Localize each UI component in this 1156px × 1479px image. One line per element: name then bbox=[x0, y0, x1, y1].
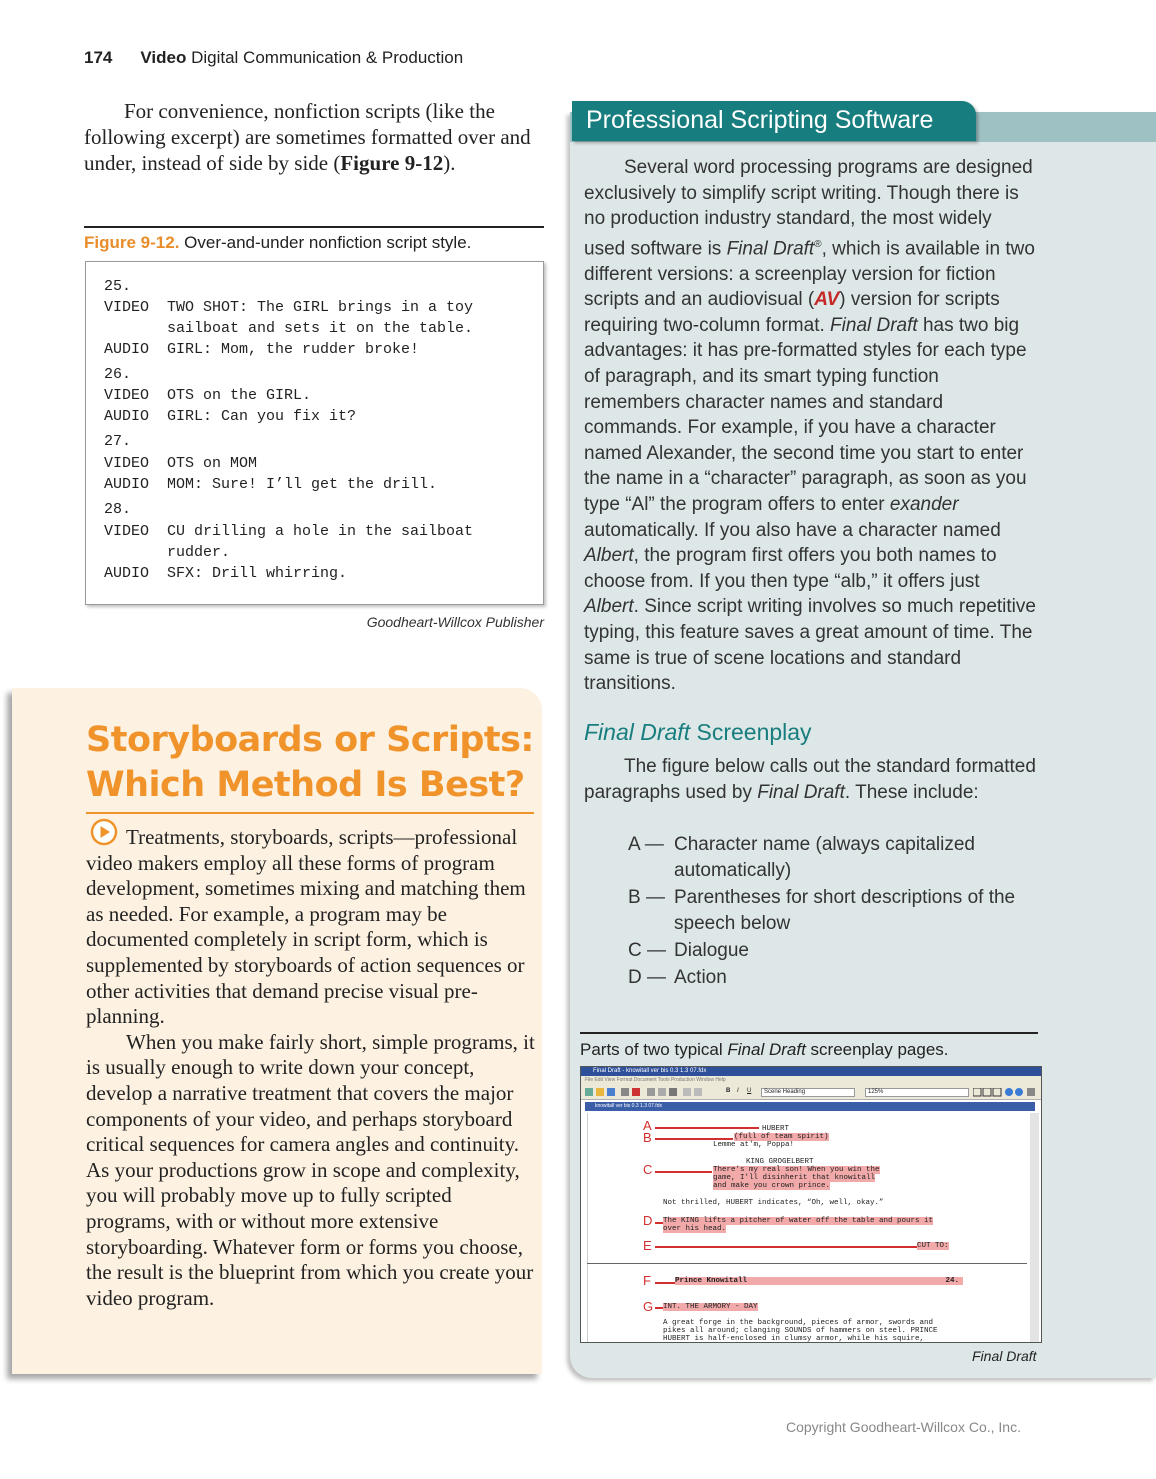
menu-bar: File Edit View Format Document Tools Production Window Help bbox=[581, 1076, 1041, 1085]
callout-line bbox=[655, 1282, 675, 1284]
figure2-rule bbox=[580, 1032, 1038, 1034]
zoom-select[interactable]: 125% bbox=[865, 1088, 969, 1097]
callout-label: B bbox=[643, 1130, 652, 1145]
bold-button[interactable]: B bbox=[726, 1088, 731, 1094]
script-line: sailboat and sets it on the table. bbox=[104, 320, 474, 337]
list-letter: A — bbox=[628, 834, 664, 855]
toolbar-icons bbox=[585, 1088, 720, 1097]
intro-figure-ref: Figure 9-12 bbox=[340, 151, 444, 175]
character-name: HUBERT bbox=[762, 1125, 790, 1133]
callout-line bbox=[655, 1127, 759, 1129]
fig2-caption-text: Parts of two typical bbox=[580, 1040, 728, 1059]
callout-line bbox=[655, 1307, 663, 1309]
p1-final-draft: Final Draft bbox=[726, 238, 815, 260]
copyright-footer: Copyright Goodheart-Willcox Co., Inc. bbox=[786, 1419, 1021, 1435]
script-line: AUDIO SFX: Drill whirring. bbox=[104, 565, 348, 582]
page-header-number: 24. bbox=[945, 1277, 959, 1285]
fig2-caption-italic: Final Draft bbox=[727, 1040, 806, 1059]
callout-label: C bbox=[643, 1162, 653, 1177]
toolbar bbox=[581, 1085, 1041, 1100]
script-line: 26. bbox=[104, 366, 132, 383]
storyboard-title-line2: Which Method Is Best? bbox=[86, 765, 525, 805]
header-line bbox=[675, 1277, 963, 1285]
figure-credit: Goodheart-Willcox Publisher bbox=[366, 614, 544, 630]
figure-label: Figure 9-12. bbox=[84, 233, 180, 252]
list-text: Character name (always capitalized automatically) bbox=[674, 834, 975, 881]
script-line: AUDIO GIRL: Can you fix it? bbox=[104, 408, 357, 425]
intro-text-a: For convenience, nonfiction scripts (like the following excerpt) are sometimes formatted over and under, instead of side by side ( bbox=[84, 99, 531, 175]
p1-av: AV bbox=[814, 289, 840, 311]
callout-label: E bbox=[643, 1238, 652, 1253]
script-line: 25. bbox=[104, 278, 132, 295]
list-item bbox=[628, 832, 1034, 884]
p1-text: ) version for scripts requiring two-column format. bbox=[584, 289, 1000, 336]
character-name: KING GROGELBERT bbox=[746, 1158, 814, 1166]
list-item bbox=[628, 965, 1034, 991]
list-text: Action bbox=[674, 967, 727, 988]
script-line: AUDIO GIRL: Mom, the rudder broke! bbox=[104, 341, 420, 358]
toolbar-right-icons bbox=[973, 1088, 1037, 1097]
script-line: AUDIO MOM: Sure! I’ll get the drill. bbox=[104, 476, 438, 493]
storyboard-title-line1: Storyboards or Scripts: bbox=[86, 720, 534, 760]
p1-albert: Albert bbox=[584, 596, 634, 618]
script-line: VIDEO OTS on MOM bbox=[104, 455, 258, 472]
p1-exander: exander bbox=[889, 494, 959, 516]
transition: CUT TO: bbox=[917, 1242, 949, 1250]
script-excerpt-box bbox=[85, 261, 544, 605]
feature-title: Professional Scripting Software bbox=[586, 106, 934, 134]
window-title: Final Draft - knowitall ver bis 0.3 1.3 07.fdx bbox=[593, 1068, 707, 1074]
storyboard-para2: When you make fairly short, simple programs, it is usually enough to write down your concept, develop a narrative treatment that covers the major components of your video, and perhaps storyboard critical sequences for camera angles and continuity. As your productions grow in scope and complexity, you will probably move up to fully scripted programs, with or without more extensive storyboarding. Whatever form or forms you choose, the result is the blueprint from which you create your video program. bbox=[86, 1029, 535, 1310]
p1-text: Several word processing programs are designed exclusively to simplify script writing. Though there is no production industry standard, the most widely used software is bbox=[584, 157, 1033, 260]
p2-text: The figure below calls out the standard formatted paragraphs used by bbox=[584, 756, 1036, 803]
list-letter: C — bbox=[628, 940, 666, 961]
figure2-credit: Final Draft bbox=[972, 1348, 1037, 1364]
window-titlebar bbox=[581, 1067, 1041, 1076]
style-select[interactable]: Scene Heading bbox=[761, 1088, 855, 1097]
subheading-rest: Screenplay bbox=[690, 719, 812, 745]
action-line: Not thrilled, HUBERT indicates, “Oh, well, okay.” bbox=[663, 1199, 884, 1207]
intro-paragraph bbox=[84, 98, 546, 176]
callout-line bbox=[655, 1222, 663, 1224]
script-line: rudder. bbox=[104, 544, 231, 561]
callout-line bbox=[655, 1246, 917, 1248]
document-titlebar bbox=[585, 1102, 1035, 1111]
p1-text: , the program first offers you both names to choose from. If you then type “alb,” it offers just bbox=[584, 545, 997, 592]
action-line: The KING lifts a pitcher of water off the table and pours it bbox=[663, 1217, 934, 1225]
dialogue-line: and make you crown prince. bbox=[713, 1182, 831, 1190]
list-letter: D — bbox=[628, 967, 666, 988]
callout-line bbox=[655, 1138, 733, 1140]
list-item bbox=[628, 885, 1034, 937]
scrollbar[interactable] bbox=[1030, 1113, 1039, 1343]
callout-label: F bbox=[643, 1273, 651, 1288]
feature-para2 bbox=[584, 754, 1036, 805]
p2-text: . These include: bbox=[844, 781, 979, 803]
p1-text: has two big advantages: it has pre-formatted styles for each type of paragraph, and its smart typing function remembers character names and standard commands. For example, if you have a character named Alexander, the second time you start to enter the name in a “character” paragraph, as soon as you type “Al” the program offers to enter bbox=[584, 314, 1027, 516]
script-line: 28. bbox=[104, 501, 132, 518]
p1-text: automatically. If you also have a character named bbox=[584, 519, 1001, 541]
script-line: VIDEO CU drilling a hole in the sailboat bbox=[104, 523, 474, 540]
feature-subheading bbox=[584, 719, 812, 746]
storyboard-body bbox=[86, 825, 536, 1311]
action-line: A great forge in the background, pieces of armor, swords and bbox=[663, 1319, 934, 1327]
figure2-caption bbox=[580, 1040, 949, 1060]
feature-para1 bbox=[584, 155, 1036, 697]
script-line: VIDEO TWO SHOT: The GIRL brings in a toy bbox=[104, 299, 474, 316]
action-line: pikes all around; clanging SOUNDS of hammers on steel. PRINCE bbox=[663, 1327, 938, 1335]
p1-albert: Albert bbox=[584, 545, 634, 567]
callout-line bbox=[655, 1171, 712, 1173]
figure-caption bbox=[84, 233, 471, 253]
parenthetical: (full of team spirit) bbox=[734, 1133, 829, 1141]
dialogue-line: There's my real son! When you win the bbox=[713, 1166, 880, 1174]
page-header bbox=[84, 48, 463, 68]
figure-caption-text: Over-and-under nonfiction script style. bbox=[179, 233, 472, 252]
final-draft-screenshot bbox=[580, 1066, 1042, 1343]
page-number: 174 bbox=[84, 48, 113, 67]
callout-label: G bbox=[643, 1299, 654, 1314]
dialogue-line: Lemme at'm, Poppa! bbox=[713, 1141, 795, 1149]
script-document bbox=[587, 1113, 1028, 1343]
callout-label: D bbox=[643, 1213, 653, 1228]
subheading-italic: Final Draft bbox=[584, 719, 691, 745]
fig2-caption-text: screenplay pages. bbox=[805, 1040, 949, 1059]
document-title: knowitall ver bis 0.3 1.3 07.fdx bbox=[595, 1103, 662, 1109]
section-bold: Video bbox=[140, 48, 187, 67]
dialogue-line: game, I'll disinherit that knowitall bbox=[713, 1174, 876, 1182]
scene-heading: INT. THE ARMORY - DAY bbox=[663, 1303, 758, 1311]
p1-text: . Since script writing involves so much repetitive typing, this feature saves a great amount of time. The same is true of scene locations and standard transitions. bbox=[584, 596, 1036, 695]
figure-rule bbox=[84, 226, 544, 228]
callout-label: A bbox=[643, 1118, 652, 1133]
storyboard-title-rule bbox=[86, 812, 534, 814]
page-header-title: Prince Knowitall bbox=[675, 1277, 748, 1285]
script-line: VIDEO OTS on the GIRL. bbox=[104, 387, 312, 404]
list-text: Parentheses for short descriptions of the speech below bbox=[674, 887, 1016, 934]
list-letter: B — bbox=[628, 887, 665, 908]
p1-text: , which is available in two different versions: a screenplay version for fiction scripts and an audiovisual ( bbox=[584, 238, 1035, 311]
list-item bbox=[628, 938, 1034, 964]
action-line: HUBERT is half-enclosed in clumsy armor, while his squire, bbox=[663, 1335, 925, 1343]
action-line: over his head. bbox=[663, 1225, 727, 1233]
italic-button[interactable]: I bbox=[737, 1088, 739, 1094]
underline-button[interactable]: U bbox=[747, 1088, 752, 1094]
script-line: 27. bbox=[104, 433, 132, 450]
section-rest: Digital Communication & Production bbox=[186, 48, 464, 67]
p2-final-draft: Final Draft bbox=[757, 781, 845, 803]
p1-final-draft: Final Draft bbox=[830, 314, 918, 336]
storyboard-para1: Treatments, storyboards, scripts—professional video makers employ all these forms of program development, sometimes mixing and matching them as needed. For example, a program may be documented completely in script form, which is supplemented by storyboards of action sequences or other activities that demand precise visual pre-planning. bbox=[86, 825, 526, 1029]
intro-text-b: ). bbox=[443, 151, 456, 175]
list-text: Dialogue bbox=[674, 940, 749, 961]
page-break bbox=[587, 1263, 1027, 1264]
p1-registered: ® bbox=[814, 238, 822, 250]
